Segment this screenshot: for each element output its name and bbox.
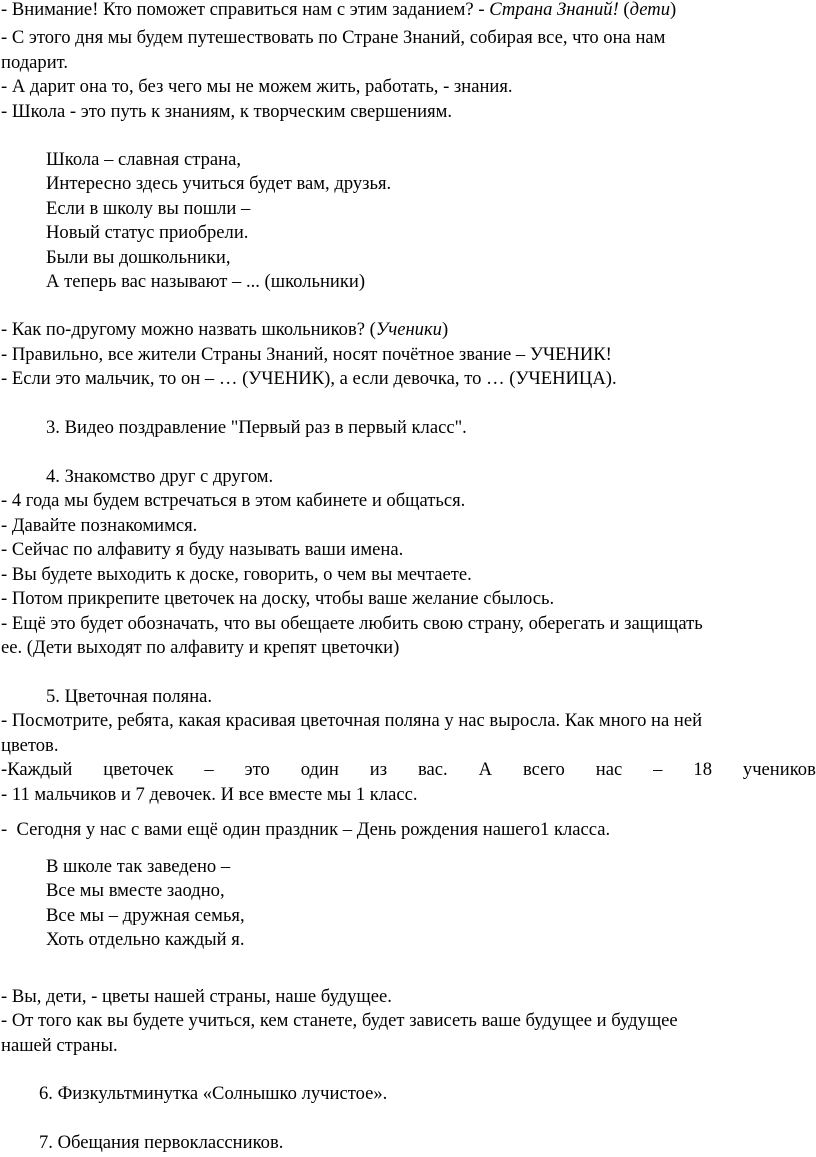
italic-answer: дети [629,0,670,20]
poem-line: Интересно здесь учиться будет вам, друзья. [46,173,392,194]
text-line: - Вы будете выходить к доске, говорить, о чем вы мечтаете. [1,564,472,585]
text-line: - Потом прикрепите цветочек на доску, чтобы ваше желание сбылось. [1,588,555,609]
poem-line: Хоть отдельно каждый я. [46,929,245,950]
word: вас. [418,759,448,780]
section-heading: 5. Цветочная поляна. [46,686,213,707]
poem-line: А теперь вас называют – ... (школьники) [46,271,366,292]
poem-line: Все мы вместе заодно, [46,880,225,901]
word: один [300,759,339,780]
text-line: - Правильно, все жители Страны Знаний, носят почётное звание – УЧЕНИК! [1,344,612,365]
word: -Каждый [1,759,73,780]
word: – [204,759,214,780]
text-line: цветов. [1,735,59,756]
text-span: - Внимание! Кто поможет справиться нам с этим заданием? - [1,0,490,20]
text-line [1,318,448,342]
text-span: ) [670,0,677,20]
word: нас [595,759,623,780]
text-line: - 4 года мы будем встречаться в этом кабинете и общаться. [1,490,466,511]
word: А [478,759,493,780]
word: – [653,759,663,780]
poem-line: Если в школу вы пошли – [46,198,251,219]
justified-line [1,758,816,782]
section-heading: 3. Видео поздравление "Первый раз в первый класс". [46,417,467,438]
text-line: - Сейчас по алфавиту я буду называть ваши имена. [1,539,404,560]
text-line: - Давайте познакомимся. [1,515,198,536]
section-heading: 6. Физкультминутка «Солнышко лучистое». [39,1083,388,1104]
section-heading: 4. Знакомство друг с другом. [46,466,274,487]
text-line: - Если это мальчик, то он – … (УЧЕНИК), а если девочка, то … (УЧЕНИЦА). [1,368,617,389]
poem-line: Все мы – дружная семья, [46,905,245,926]
text-span: ( [618,0,630,20]
word: это [244,759,270,780]
text-span: ) [441,319,449,340]
text-line: подарит. [1,52,69,73]
word: из [369,759,388,780]
italic-answer: Ученики [375,319,442,340]
text-line: - От того как вы будете учиться, кем станете, будет зависеть ваше будущее и будущее [1,1010,678,1031]
word: 18 [693,759,712,780]
text-line: - Школа - это путь к знаниям, к творческим свершениям. [1,101,453,122]
text-line: - А дарит она то, без чего мы не можем жить, работать, - знания. [1,76,513,97]
text-line: - Вы, дети, - цветы нашей страны, наше будущее. [1,986,392,1007]
word: цветочек [103,759,174,780]
text-line: нашей страны. [1,1035,118,1056]
italic-answer: Страна Знаний! [489,0,619,20]
text-line: ее. (Дети выходят по алфавиту и крепят цветочки) [1,637,400,658]
poem-line: В школе так заведено – [46,856,231,877]
text-line: - С этого дня мы будем путешествовать по Стране Знаний, собирая все, что она нам [1,27,666,48]
section-heading: 7. Обещания первоклассников. [39,1132,284,1153]
poem-line: Новый статус приобрели. [46,222,249,243]
poem-line: Были вы дошкольники, [46,247,231,268]
word: учеников [742,759,816,780]
text-line [1,0,676,22]
text-line: - Посмотрите, ребята, какая красивая цветочная поляна у нас выросла. Как много на ней [1,710,703,731]
text-line: - 11 мальчиков и 7 девочек. И все вместе мы 1 класс. [1,784,418,805]
poem-line: Школа – славная страна, [46,149,241,170]
text-line: - Ещё это будет обозначать, что вы обещаете любить свою страну, оберегать и защищать [1,613,703,634]
text-line: - Сегодня у нас с вами ещё один праздник – День рождения нашего1 класса. [1,819,611,840]
word: всего [522,759,565,780]
text-span: - Как по-другому можно назвать школьников? ( [1,319,376,340]
